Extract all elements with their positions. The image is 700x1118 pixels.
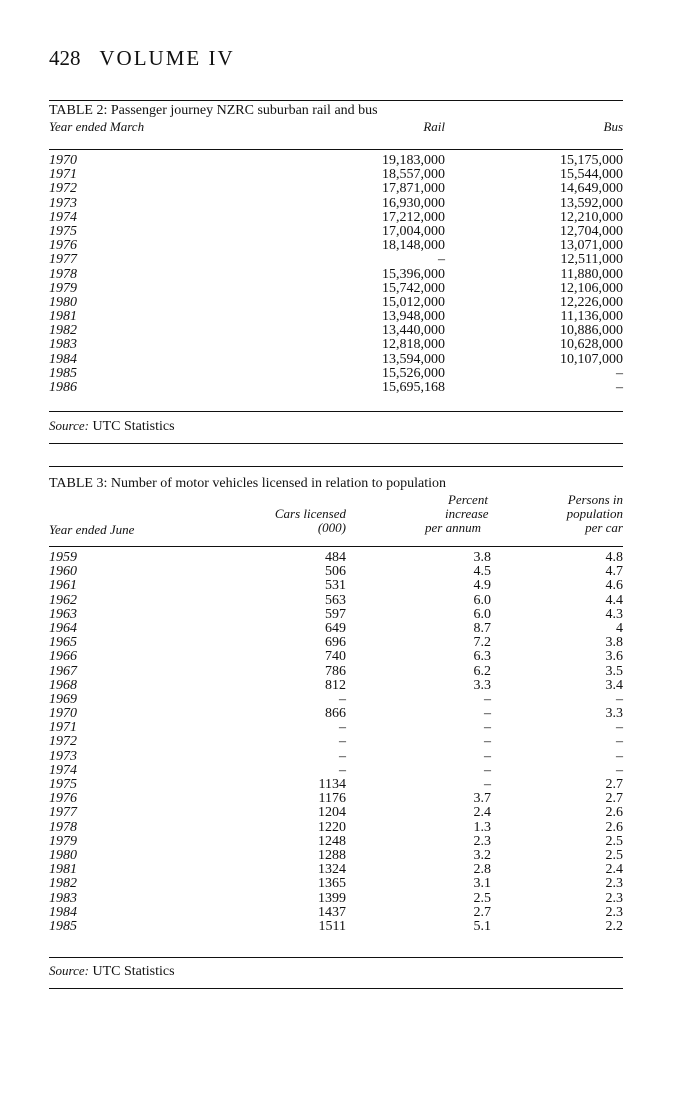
rail-cell: 15,742,000	[382, 280, 445, 296]
year-cell: 1981	[49, 862, 77, 878]
cars-cell: 1437	[318, 904, 346, 920]
year-cell: 1965	[49, 635, 77, 651]
table-row	[49, 579, 623, 593]
percent-cell: 6.2	[473, 663, 491, 679]
cars-cell: 696	[325, 635, 346, 651]
year-cell: 1971	[49, 720, 77, 736]
table-row	[49, 821, 623, 835]
table2-source-text: UTC Statistics	[92, 419, 175, 434]
cars-cell: 563	[325, 592, 346, 608]
bus-cell: 10,628,000	[560, 337, 623, 353]
table-row	[49, 296, 623, 310]
persons-cell: 2.7	[605, 777, 623, 792]
percent-cell: –	[484, 762, 491, 778]
percent-cell: 4.5	[473, 564, 491, 580]
rail-cell: 15,012,000	[382, 294, 445, 310]
percent-cell: 3.3	[473, 677, 491, 693]
table-row	[49, 154, 623, 168]
cars-cell: 531	[325, 578, 346, 594]
percent-cell: 6.0	[473, 592, 491, 608]
persons-cell: 3.8	[605, 635, 623, 651]
persons-cell: 3.6	[605, 649, 623, 665]
year-cell: 1979	[49, 833, 77, 849]
page-header	[49, 46, 235, 71]
persons-cell: 4.7	[605, 564, 623, 580]
persons-cell: 2.5	[605, 847, 623, 863]
persons-cell: 4.6	[605, 578, 623, 594]
cars-cell: 1248	[318, 833, 346, 849]
table3-header-persons-3: per car	[585, 520, 623, 535]
table-row	[49, 750, 623, 764]
rail-cell: 17,871,000	[382, 181, 445, 197]
cars-cell: 506	[325, 564, 346, 580]
bus-cell: 15,544,000	[560, 167, 623, 183]
rail-cell: 17,212,000	[382, 209, 445, 225]
table3-source-label: Source:	[49, 963, 89, 978]
year-cell: 1983	[49, 337, 77, 353]
table2-header-year: Year ended March	[49, 119, 145, 134]
persons-cell: 2.4	[605, 862, 623, 878]
year-cell: 1981	[49, 309, 77, 325]
cars-cell: –	[339, 734, 346, 750]
rail-cell: 12,818,000	[382, 337, 445, 353]
percent-cell: 3.1	[473, 876, 491, 892]
percent-cell: 3.2	[473, 847, 491, 863]
year-cell: 1986	[49, 380, 77, 395]
cars-cell: 1365	[318, 876, 346, 892]
table3-header-rule	[49, 546, 623, 547]
year-cell: 1973	[49, 195, 77, 211]
table-row	[49, 182, 623, 196]
table3-header-pct-2: increase	[445, 506, 489, 521]
table-row	[49, 707, 623, 721]
bus-cell: 12,226,000	[560, 294, 623, 310]
table2-header-rail: Rail	[423, 119, 445, 134]
running-title: VOLUME IV	[99, 46, 235, 70]
table3-header-persons-1: Persons in	[567, 492, 623, 507]
cars-cell: 1134	[318, 777, 346, 792]
percent-cell: 5.1	[473, 918, 491, 934]
year-cell: 1977	[49, 252, 77, 268]
cars-cell: 1204	[318, 805, 346, 821]
table2-bottom-rule	[49, 411, 623, 412]
year-cell: 1962	[49, 592, 77, 608]
year-cell: 1982	[49, 876, 77, 892]
year-cell: 1959	[49, 550, 77, 565]
cars-cell: –	[339, 748, 346, 764]
percent-cell: –	[484, 706, 491, 722]
table-row	[49, 565, 623, 579]
table2-title: TABLE 2: Passenger journey NZRC suburban rail and bus	[49, 103, 378, 118]
bus-cell: 12,210,000	[560, 209, 623, 225]
cars-cell: 1220	[318, 819, 346, 835]
cars-cell: 1176	[318, 791, 346, 807]
percent-cell: –	[484, 734, 491, 750]
table-row	[49, 778, 623, 792]
table-row	[49, 693, 623, 707]
year-cell: 1978	[49, 819, 77, 835]
year-cell: 1969	[49, 691, 77, 707]
year-cell: 1980	[49, 847, 77, 863]
persons-cell: –	[616, 762, 623, 778]
year-cell: 1964	[49, 620, 77, 636]
bus-cell: 12,106,000	[560, 280, 623, 296]
table-row	[49, 792, 623, 806]
table-row	[49, 735, 623, 749]
persons-cell: 2.3	[605, 876, 623, 892]
percent-cell: –	[484, 748, 491, 764]
year-cell: 1984	[49, 351, 77, 367]
year-cell: 1982	[49, 323, 77, 339]
cars-cell: 649	[325, 620, 346, 636]
table-row	[49, 806, 623, 820]
persons-cell: –	[616, 748, 623, 764]
table-row	[49, 381, 623, 395]
table3-source	[49, 963, 175, 980]
cars-cell: 597	[325, 606, 346, 622]
percent-cell: 3.8	[473, 550, 491, 565]
table-row	[49, 920, 623, 934]
percent-cell: 2.4	[473, 805, 491, 821]
cars-cell: –	[339, 720, 346, 736]
table-row	[49, 338, 623, 352]
year-cell: 1960	[49, 564, 77, 580]
table3-title: TABLE 3: Number of motor vehicles licensed in relation to population	[49, 476, 447, 491]
table-row	[49, 679, 623, 693]
bus-cell: 11,880,000	[560, 266, 623, 282]
bus-cell: 10,107,000	[560, 351, 623, 367]
year-cell: 1961	[49, 578, 77, 594]
cars-cell: 812	[325, 677, 346, 693]
table-row	[49, 906, 623, 920]
table-row	[49, 622, 623, 636]
bus-cell: 11,136,000	[560, 309, 623, 325]
persons-cell: –	[616, 691, 623, 707]
percent-cell: –	[484, 720, 491, 736]
bus-cell: 15,175,000	[560, 153, 623, 168]
percent-cell: 2.5	[473, 890, 491, 906]
year-cell: 1973	[49, 748, 77, 764]
year-cell: 1975	[49, 223, 77, 239]
table2-end-rule	[49, 443, 623, 444]
table-row	[49, 650, 623, 664]
table-row	[49, 239, 623, 253]
year-cell: 1974	[49, 209, 77, 225]
table3-source-text: UTC Statistics	[92, 964, 175, 979]
year-cell: 1967	[49, 663, 77, 679]
percent-cell: –	[484, 691, 491, 707]
table3-end-rule	[49, 988, 623, 989]
year-cell: 1985	[49, 918, 77, 934]
year-cell: 1976	[49, 238, 77, 254]
persons-cell: 2.3	[605, 890, 623, 906]
table-row	[49, 608, 623, 622]
percent-cell: 6.0	[473, 606, 491, 622]
rail-cell: 15,396,000	[382, 266, 445, 282]
table3-body	[49, 551, 623, 934]
cars-cell: 740	[325, 649, 346, 665]
persons-cell: 2.6	[605, 805, 623, 821]
rail-cell: 15,695,168	[382, 380, 445, 395]
table-row	[49, 877, 623, 891]
percent-cell: 1.3	[473, 819, 491, 835]
year-cell: 1972	[49, 734, 77, 750]
persons-cell: 4	[616, 620, 623, 636]
page-number: 428	[49, 46, 81, 70]
cars-cell: 786	[325, 663, 346, 679]
percent-cell: 7.2	[473, 635, 491, 651]
year-cell: 1966	[49, 649, 77, 665]
cars-cell: 1324	[318, 862, 346, 878]
table2-body	[49, 154, 623, 395]
table-row	[49, 764, 623, 778]
table-row	[49, 835, 623, 849]
rail-cell: –	[438, 252, 445, 268]
rail-cell: 13,594,000	[382, 351, 445, 367]
table-row	[49, 168, 623, 182]
table3-header-year: Year ended June	[49, 522, 135, 537]
percent-cell: 2.8	[473, 862, 491, 878]
table3-header-pct-1: Percent	[448, 492, 488, 507]
year-cell: 1971	[49, 167, 77, 183]
year-cell: 1975	[49, 777, 77, 792]
rail-cell: 16,930,000	[382, 195, 445, 211]
bus-cell: 13,592,000	[560, 195, 623, 211]
bus-cell: 12,511,000	[560, 252, 623, 268]
table-row	[49, 551, 623, 565]
table3-bottom-rule	[49, 957, 623, 958]
percent-cell: 8.7	[473, 620, 491, 636]
year-cell: 1968	[49, 677, 77, 693]
table-row	[49, 594, 623, 608]
table-row	[49, 197, 623, 211]
bus-cell: –	[616, 380, 623, 395]
persons-cell: –	[616, 734, 623, 750]
table-row	[49, 721, 623, 735]
table2-header-bus: Bus	[603, 119, 623, 134]
year-cell: 1978	[49, 266, 77, 282]
rail-cell: 18,557,000	[382, 167, 445, 183]
rail-cell: 15,526,000	[382, 365, 445, 381]
persons-cell: 4.3	[605, 606, 623, 622]
percent-cell: 2.7	[473, 904, 491, 920]
persons-cell: –	[616, 720, 623, 736]
year-cell: 1974	[49, 762, 77, 778]
table3-header-pct-3: per annum	[425, 520, 481, 535]
year-cell: 1979	[49, 280, 77, 296]
table-row	[49, 863, 623, 877]
cars-cell: –	[339, 762, 346, 778]
bus-cell: 12,704,000	[560, 223, 623, 239]
rail-cell: 13,948,000	[382, 309, 445, 325]
rail-cell: 13,440,000	[382, 323, 445, 339]
persons-cell: 3.3	[605, 706, 623, 722]
table3-header-persons-2: population	[566, 506, 623, 521]
table2-source-label: Source:	[49, 418, 89, 433]
year-cell: 1983	[49, 890, 77, 906]
table2-top-rule	[49, 100, 623, 101]
year-cell: 1976	[49, 791, 77, 807]
persons-cell: 2.5	[605, 833, 623, 849]
year-cell: 1972	[49, 181, 77, 197]
percent-cell: 2.3	[473, 833, 491, 849]
table-row	[49, 253, 623, 267]
table2-header-rule	[49, 149, 623, 150]
persons-cell: 4.4	[605, 592, 623, 608]
table-row	[49, 849, 623, 863]
persons-cell: 2.7	[605, 791, 623, 807]
table-row	[49, 665, 623, 679]
rail-cell: 19,183,000	[382, 153, 445, 168]
table-row	[49, 310, 623, 324]
cars-cell: 1288	[318, 847, 346, 863]
year-cell: 1970	[49, 706, 77, 722]
persons-cell: 3.5	[605, 663, 623, 679]
percent-cell: –	[484, 777, 491, 792]
cars-cell: 866	[325, 706, 346, 722]
bus-cell: 13,071,000	[560, 238, 623, 254]
table3-header-cars-1: Cars licensed	[274, 506, 346, 521]
percent-cell: 6.3	[473, 649, 491, 665]
persons-cell: 2.3	[605, 904, 623, 920]
percent-cell: 3.7	[473, 791, 491, 807]
table3-top-rule	[49, 466, 623, 467]
percent-cell: 4.9	[473, 578, 491, 594]
table3-header-cars-2: (000)	[317, 520, 346, 535]
table2-source	[49, 418, 175, 435]
year-cell: 1980	[49, 294, 77, 310]
year-cell: 1985	[49, 365, 77, 381]
bus-cell: 10,886,000	[560, 323, 623, 339]
persons-cell: 3.4	[605, 677, 623, 693]
cars-cell: 1399	[318, 890, 346, 906]
year-cell: 1984	[49, 904, 77, 920]
persons-cell: 4.8	[605, 550, 623, 565]
bus-cell: 14,649,000	[560, 181, 623, 197]
cars-cell: –	[339, 691, 346, 707]
table-row	[49, 282, 623, 296]
table-row	[49, 225, 623, 239]
table-row	[49, 211, 623, 225]
cars-cell: 484	[325, 550, 346, 565]
year-cell: 1970	[49, 153, 77, 168]
table-row	[49, 636, 623, 650]
persons-cell: 2.2	[605, 918, 623, 934]
table-row	[49, 353, 623, 367]
bus-cell: –	[616, 365, 623, 381]
rail-cell: 17,004,000	[382, 223, 445, 239]
table-row	[49, 268, 623, 282]
table-row	[49, 324, 623, 338]
rail-cell: 18,148,000	[382, 238, 445, 254]
year-cell: 1963	[49, 606, 77, 622]
persons-cell: 2.6	[605, 819, 623, 835]
table-row	[49, 367, 623, 381]
year-cell: 1977	[49, 805, 77, 821]
cars-cell: 1511	[318, 918, 346, 934]
table-row	[49, 892, 623, 906]
